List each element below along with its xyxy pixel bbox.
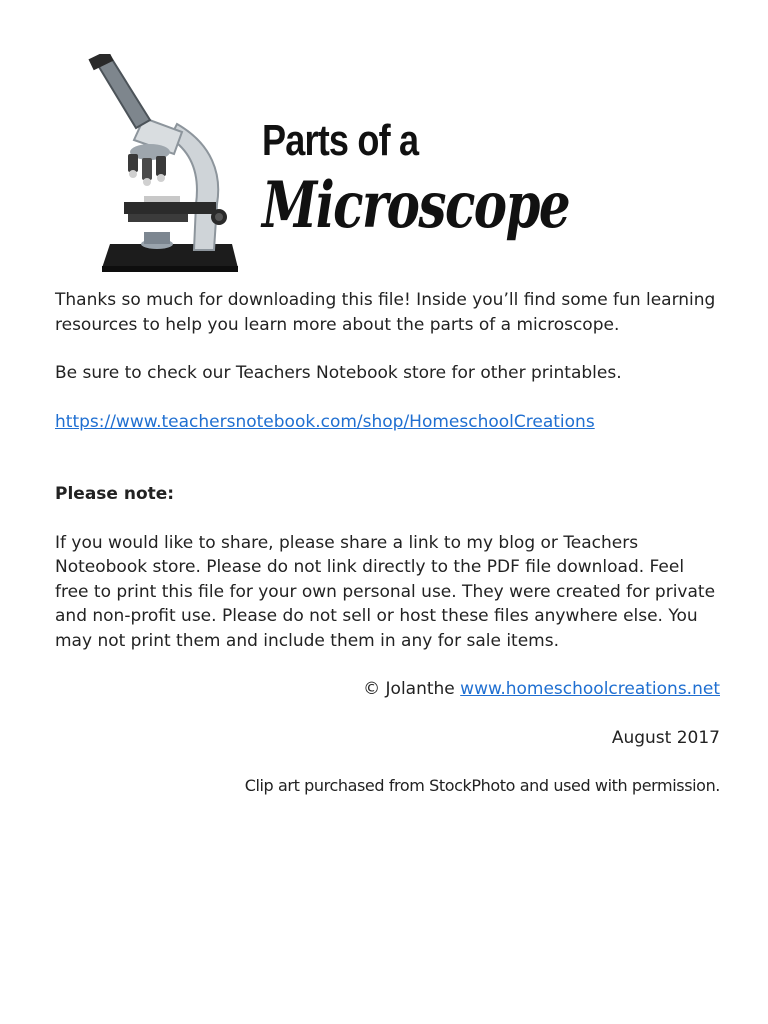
microscope-icon [82,54,242,276]
date-text: August 2017 [611,727,720,748]
store-note: Be sure to check our Teachers Notebook store for other printables. [55,363,622,383]
store-link[interactable]: https://www.teachersnotebook.com/shop/HomeschoolCreations [55,411,595,432]
title-line-1: Parts of a [262,116,419,165]
note-paragraph: If you would like to share, please share a link to my blog or Teachers Noteobook store. Please do not link directly to the PDF file download. Feel free to print this file for your own personal use. They were created for private and non-profit use. Please do not sell or host these files anywhere else. You may not print them and include them in any for sale items. [55,532,716,651]
copyright-text: © Jolanthe [363,679,455,699]
clipart-credit: Clip art purchased from StockPhoto and used with permission. [244,776,720,795]
document-body [55,288,720,799]
header [0,40,768,280]
title-line-2: Microscope [262,168,570,243]
intro-paragraph: Thanks so much for downloading this file! Inside you’ll find some fun learning resources to help you learn more about the parts of a microscope. [55,290,716,335]
site-link[interactable]: www.homeschoolcreations.net [460,679,720,699]
copyright-line [55,677,720,702]
note-heading: Please note: [55,484,175,504]
